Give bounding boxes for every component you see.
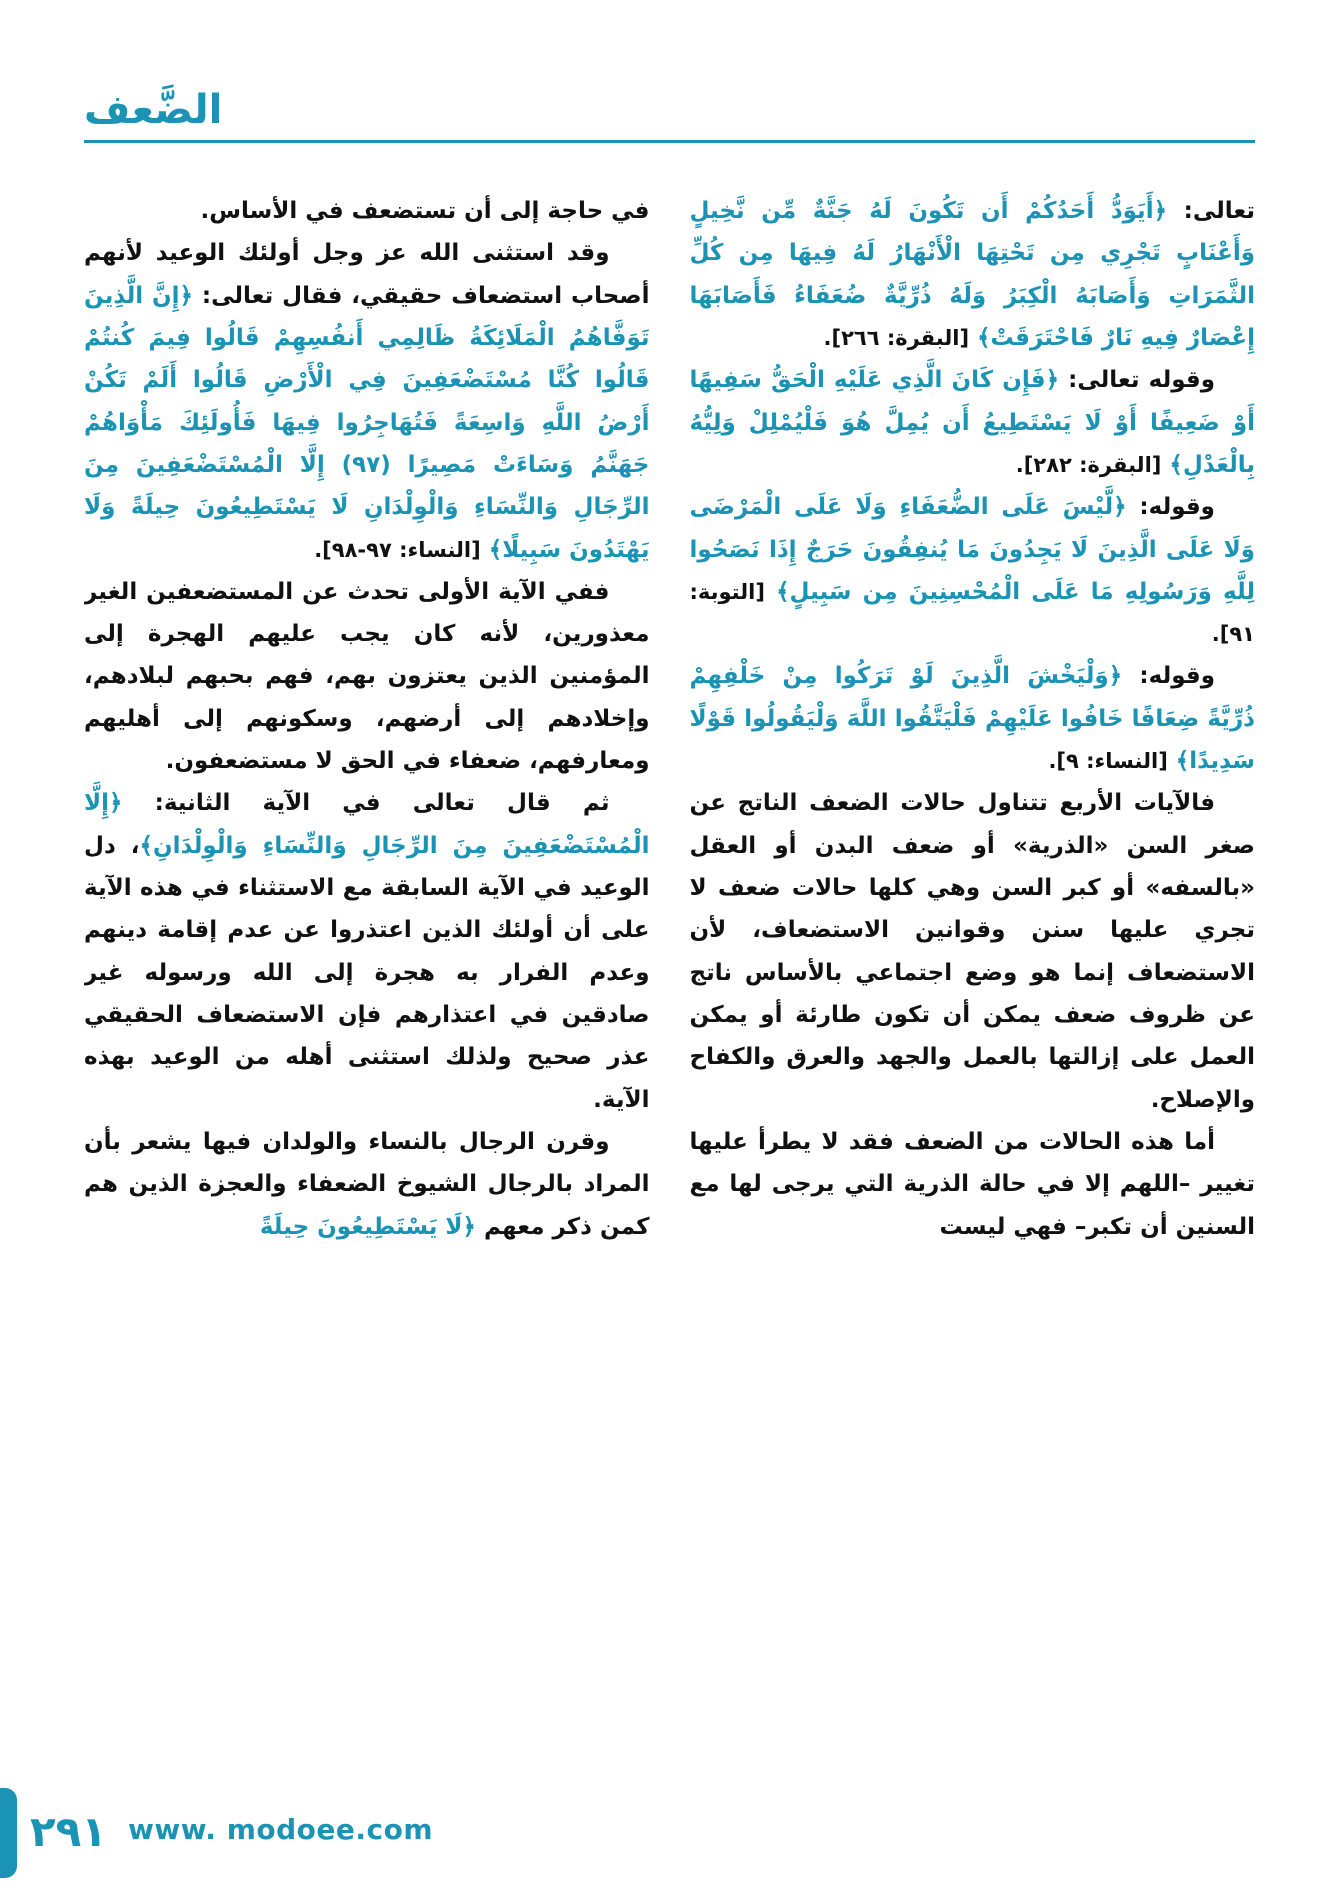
body-text: ففي الآية الأولى تحدث عن المستضعفين الغير معذورين، لأنه كان يجب عليهم الهجرة إلى المؤمنين الذين يعتزون بهم، فهم بحبهم لبلادهم، وإخلادهم إلى أرضهم، وسكونهم إلى أهليهم ومعارفهم، ضعفاء في الحق لا مستضعفون. — [84, 578, 650, 775]
website-url: www. modoee.com — [128, 1813, 434, 1846]
left-column — [84, 190, 650, 1775]
paragraph — [84, 571, 650, 783]
body-text: ، دل الوعيد في الآية السابقة مع الاستثناء في هذه الآية على أن أولئك الذين اعتذروا عن عدم إقامة دينهم وعدم الفرار به هجرة إلى الله ورسوله غير صادقين في اعتذارهم فإن الاستضعاف الحقيقي عذر صحيح ولذلك استثنى أهله من الوعيد بهذه الآية. — [84, 832, 650, 1113]
right-column — [690, 190, 1256, 1775]
page-header — [84, 86, 1255, 143]
paragraph — [84, 782, 650, 1121]
page-title: الضَّعف — [84, 87, 223, 133]
paragraph — [84, 232, 650, 571]
quran-verse: ﴿إِنَّ الَّذِينَ تَوَفَّاهُمُ الْمَلَائِكَةُ ظَالِمِي أَنفُسِهِمْ قَالُوا فِيمَ كُنتُمْ قَالُوا كُنَّا مُسْتَضْعَفِينَ فِي الْأَرْضِ قَالُوا أَلَمْ تَكُنْ أَرْضُ اللَّهِ وَاسِعَةً فَتُهَاجِرُوا فِيهَا فَأُولَئِكَ مَأْوَاهُمْ جَهَنَّمُ وَسَاءَتْ مَصِيرًا (٩٧) إِلَّا الْمُسْتَضْعَفِينَ مِنَ الرِّجَالِ وَالنِّسَاءِ وَالْوِلْدَانِ لَا يَسْتَطِيعُونَ حِيلَةً وَلَا يَهْتَدُونَ سَبِيلًا﴾ — [84, 282, 650, 563]
body-text: فالآيات الأربع تتناول حالات الضعف الناتج عن صغر السن «الذرية» أو ضعف البدن أو العقل «بالسفه» أو كبر السن وهي كلها حالات ضعف لا تجري عليها سنن وقوانين الاستضعاف، لأن الاستضعاف إنما هو وضع اجتماعي بالأساس ناتج عن ظروف ضعف يمكن أن تكون طارئة أو يمكن العمل على إزالتها بالعمل والجهد والعرق والكفاح والإصلاح. — [689, 790, 1255, 1113]
paragraph — [690, 1121, 1256, 1248]
quran-verse: ﴿أَيَوَدُّ أَحَدُكُمْ أَن تَكُونَ لَهُ جَنَّةٌ مِّن نَّخِيلٍ وَأَعْنَابٍ تَجْرِي مِن تَحْتِهَا الْأَنْهَارُ لَهُ فِيهَا مِن كُلِّ الثَّمَرَاتِ وَأَصَابَهُ الْكِبَرُ وَلَهُ ذُرِّيَّةٌ ضُعَفَاءُ فَأَصَابَهَا إِعْصَارٌ فِيهِ نَارٌ فَاحْتَرَقَتْ﴾ — [689, 198, 1255, 351]
paragraph — [690, 190, 1256, 359]
body-text: وقوله: — [1126, 494, 1215, 521]
body-text: وقوله تعالى: — [1059, 367, 1216, 394]
body-text: وقرن الرجال بالنساء والولدان فيها يشعر بأن المراد بالرجال الشيوخ الضعفاء والعجزة الذين هم كمن ذكر معهم — [84, 1128, 650, 1240]
quran-verse: ﴿إِلَّا الْمُسْتَضْعَفِينَ مِنَ الرِّجَالِ وَالنِّسَاءِ وَالْوِلْدَانِ﴾ — [84, 790, 650, 859]
body-text: أما هذه الحالات من الضعف فقد لا يطرأ عليها تغيير –اللهم إلا في حالة الذرية التي يرجى لها مع السنين أن تكبر– فهي ليست — [689, 1128, 1255, 1240]
quran-verse: ﴿لَا يَسْتَطِيعُونَ حِيلَةً — [259, 1213, 477, 1240]
body-text: وقوله: — [1122, 663, 1215, 690]
paragraph — [690, 486, 1256, 655]
paragraph — [84, 1121, 650, 1248]
verse-reference: [البقرة: ٢٨٢]. — [1015, 452, 1162, 477]
body-text: تعالى: — [1167, 198, 1255, 224]
body-text: في حاجة إلى أن تستضعف في الأساس. — [200, 198, 650, 224]
quran-verse: ﴿فَإِن كَانَ الَّذِي عَلَيْهِ الْحَقُّ سَفِيهًا أَوْ ضَعِيفًا أَوْ لَا يَسْتَطِيعُ أَن يُمِلَّ هُوَ فَلْيُمْلِلْ وَلِيُّهُ بِالْعَدْلِ﴾ — [689, 367, 1255, 478]
verse-reference: [النساء: ٩]. — [1048, 749, 1168, 774]
verse-reference: [البقرة: ٢٦٦]. — [823, 325, 970, 350]
paragraph — [690, 359, 1256, 486]
paragraph — [690, 655, 1256, 782]
verse-reference: [النساء: ٩٧-٩٨]. — [314, 537, 481, 562]
quran-verse: ﴿لَّيْسَ عَلَى الضُّعَفَاءِ وَلَا عَلَى الْمَرْضَى وَلَا عَلَى الَّذِينَ لَا يَجِدُونَ مَا يُنفِقُونَ حَرَجٌ إِذَا نَصَحُوا لِلَّهِ وَرَسُولِهِ مَا عَلَى الْمُحْسِنِينَ مِن سَبِيلٍ﴾ — [689, 494, 1255, 605]
footer-accent-bar — [0, 1788, 17, 1878]
paragraph — [690, 782, 1256, 1121]
page-number: ٢٩١ — [30, 1807, 107, 1856]
verse-reference: [التوبة: ٩١]. — [689, 579, 1255, 647]
body-text: ثم قال تعالى في الآية الثانية: — [122, 790, 610, 817]
content-columns — [84, 190, 1255, 1775]
paragraph — [84, 190, 650, 232]
quran-verse: ﴿وَلْيَخْشَ الَّذِينَ لَوْ تَرَكُوا مِنْ خَلْفِهِمْ ذُرِّيَّةً ضِعَافًا خَافُوا عَلَيْهِمْ فَلْيَتَّقُوا اللَّهَ وَلْيَقُولُوا قَوْلًا سَدِيدًا﴾ — [689, 663, 1255, 775]
body-text: وقد استثنى الله عز وجل أولئك الوعيد لأنهم أصحاب استضعاف حقيقي، فقال تعالى: — [84, 240, 650, 309]
